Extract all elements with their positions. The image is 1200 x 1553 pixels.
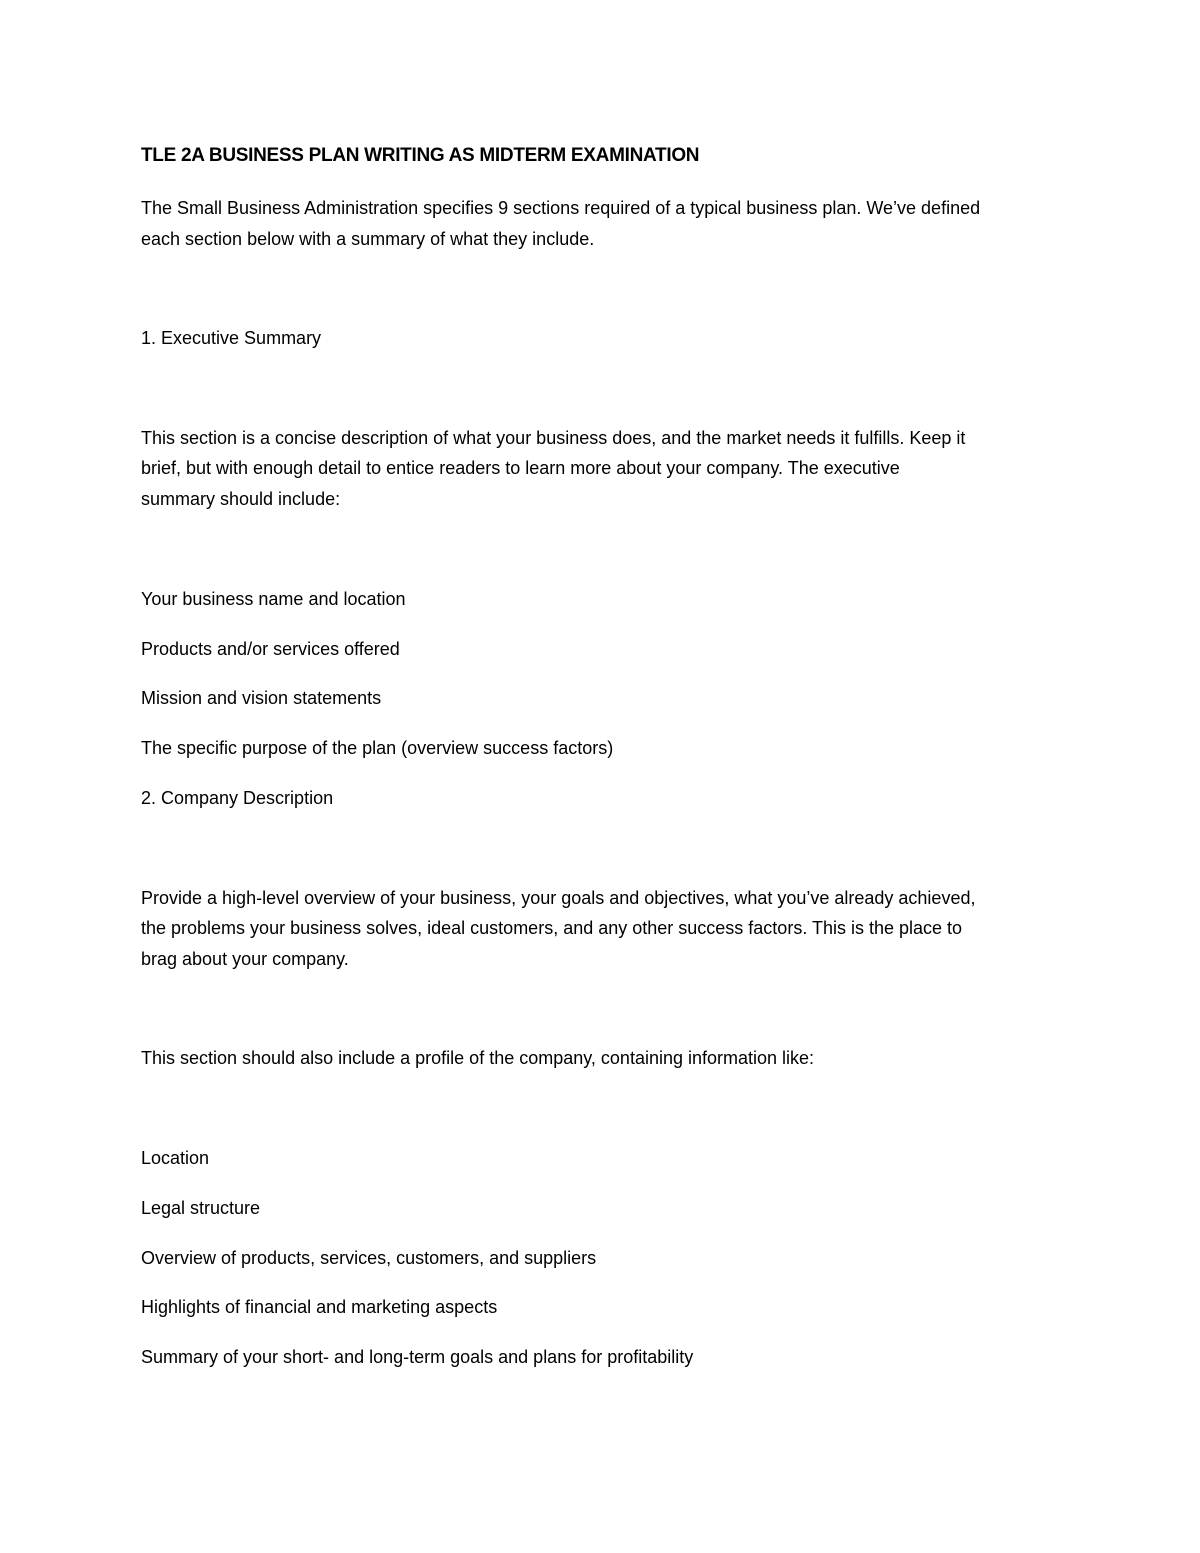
section-1-list-item: Products and/or services offered: [141, 639, 400, 659]
document-title: TLE 2A BUSINESS PLAN WRITING AS MIDTERM EXAMINATION: [141, 145, 700, 166]
section-2-list-item: Summary of your short- and long-term goals and plans for profitability: [141, 1347, 694, 1367]
section-1-paragraph-line-3: summary should include:: [141, 489, 341, 509]
section-2-paragraph-line-3: brag about your company.: [141, 949, 349, 969]
section-1-list-item: Mission and vision statements: [141, 688, 382, 708]
section-2-list-item: Location: [141, 1148, 210, 1168]
intro-line-2: each section below with a summary of what they include.: [141, 229, 595, 249]
section-2-profile-intro: This section should also include a profile of the company, containing information like:: [141, 1048, 815, 1068]
section-1-paragraph-line-2: brief, but with enough detail to entice readers to learn more about your company. The executive: [141, 458, 900, 478]
section-2-paragraph-line-1: Provide a high-level overview of your business, your goals and objectives, what you’ve already achieved,: [141, 888, 976, 908]
intro-line-1: The Small Business Administration specifies 9 sections required of a typical business plan. We’ve defined: [141, 198, 981, 218]
section-2-list-item: Legal structure: [141, 1198, 261, 1218]
section-2-list-item: Overview of products, services, customers, and suppliers: [141, 1248, 597, 1268]
section-1-list-item: The specific purpose of the plan (overview success factors): [141, 738, 614, 758]
section-2-heading: 2. Company Description: [141, 788, 334, 808]
section-2-paragraph-line-2: the problems your business solves, ideal customers, and any other success factors. This is the place to: [141, 918, 963, 938]
section-1-paragraph-line-1: This section is a concise description of what your business does, and the market needs it fulfills. Keep it: [141, 428, 966, 448]
section-1-heading: 1. Executive Summary: [141, 328, 322, 348]
section-1-list-item: Your business name and location: [141, 589, 406, 609]
section-2-list-item: Highlights of financial and marketing aspects: [141, 1297, 498, 1317]
